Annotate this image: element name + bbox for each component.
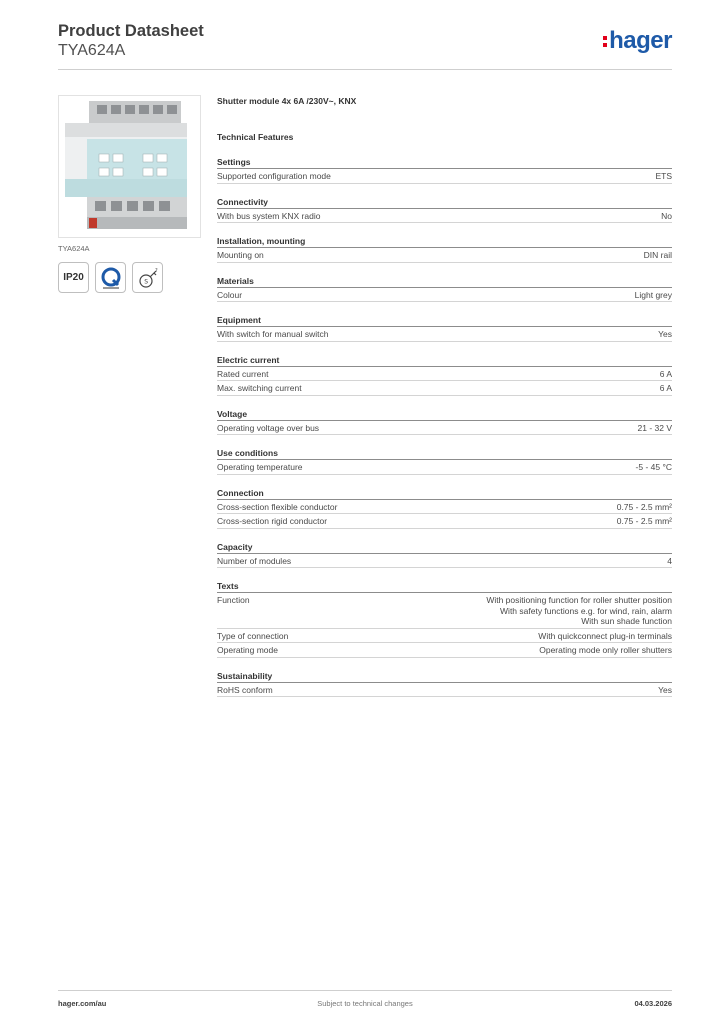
technical-spec-table [217,96,672,710]
spec-row [217,288,672,303]
spec-row [217,629,672,644]
spec-group [217,315,672,342]
spec-row [217,381,672,396]
spec-row [217,421,672,436]
product-image [58,95,201,238]
certification-badges [58,262,163,293]
spec-row-label: Max. switching current [217,383,302,393]
spec-row-value: Yes [658,329,672,339]
spec-row-value: With positioning function for roller shutter position With safety functions e.g. for wind, rain, alarm With sun shade function [486,595,672,626]
spec-group-title: Connection [217,488,672,500]
spec-group [217,409,672,436]
spec-row-label: Operating temperature [217,462,303,472]
spec-group-title: Connectivity [217,197,672,209]
spec-row [217,683,672,698]
key-lock-icon [132,262,163,293]
spec-row-label: Mounting on [217,250,264,260]
spec-group [217,276,672,303]
spec-group [217,157,672,184]
logo-colon-icon [603,36,607,47]
footer-date: 04.03.2026 [634,999,672,1008]
spec-row [217,554,672,569]
spec-group-title: Settings [217,157,672,169]
svg-text:S: S [143,278,148,285]
spec-row-value: Light grey [634,289,672,300]
spec-row [217,500,672,515]
spec-row-value: Yes [658,684,672,695]
spec-group [217,488,672,529]
image-caption: TYA624A [58,244,90,253]
svg-text:?: ? [154,267,158,274]
spec-group-title: Sustainability [217,671,672,683]
din-rail-module-icon [59,96,200,237]
spec-row [217,327,672,342]
spec-row-label: Cross-section rigid conductor [217,516,328,526]
spec-row-value: 0.75 - 2.5 mm² [616,501,672,512]
spec-group [217,448,672,475]
spec-row-label: RoHS conform [217,684,273,695]
spec-row-value: 21 - 32 V [637,422,672,433]
spec-row [217,169,672,184]
spec-row-label: With switch for manual switch [217,329,329,339]
spec-row-label: Operating mode [217,645,278,655]
spec-group-title: Installation, mounting [217,236,672,248]
spec-row-value: 0.75 - 2.5 mm² [616,516,672,526]
spec-group [217,671,672,698]
spec-row [217,209,672,224]
hager-logo[interactable] [603,28,672,54]
spec-group [217,197,672,224]
spec-group-title: Capacity [217,542,672,554]
footer-notice: Subject to technical changes [317,999,413,1008]
ip20-badge [58,262,89,293]
spec-row-value: 6 A [659,383,672,393]
spec-row-value: With quickconnect plug-in terminals [538,630,672,641]
spec-group [217,236,672,263]
logo-wordmark: hager [609,27,672,54]
spec-group-title: Equipment [217,315,672,327]
spec-row-label: Rated current [217,368,269,379]
footer-website[interactable]: hager.com/au [58,999,107,1008]
spec-group [217,581,672,658]
spec-row-label: Number of modules [217,555,292,566]
spec-row-label: Function [217,595,250,605]
spec-group [217,542,672,569]
product-description: Shutter module 4x 6A /230V~, KNX [217,96,357,106]
spec-row [217,460,672,475]
spec-row-label: Cross-section flexible conductor [217,501,338,512]
spec-row-value: 6 A [659,368,672,379]
spec-row-value: ETS [655,171,672,181]
ip-rating-text: IP20 [63,272,84,283]
page-footer [58,990,672,1010]
spec-row-value: No [661,210,672,221]
document-title: Product Datasheet [58,22,204,40]
product-reference: TYA624A [58,42,126,59]
spec-group-title: Use conditions [217,448,672,460]
spec-group-title: Texts [217,581,672,593]
spec-row-label: With bus system KNX radio [217,210,321,221]
spec-row-value: DIN rail [643,250,672,260]
section-heading: Technical Features [217,132,294,142]
spec-row [217,248,672,263]
spec-row [217,514,672,529]
spec-group-title: Voltage [217,409,672,421]
spec-row [217,593,672,629]
spec-row-value: 4 [667,555,672,566]
spec-row [217,367,672,382]
page-header [58,22,672,70]
spec-group-title: Materials [217,276,672,288]
spec-group [217,355,672,396]
spec-group-title: Electric current [217,355,672,367]
spec-row-label: Supported configuration mode [217,171,331,181]
spec-row-value: -5 - 45 °C [635,462,672,472]
spec-row [217,643,672,658]
spec-row-label: Type of connection [217,630,289,641]
spec-groups [217,157,672,697]
spec-row-label: Colour [217,289,243,300]
spec-row-label: Operating voltage over bus [217,422,320,433]
quicklink-logo-icon [95,262,126,293]
spec-row-value: Operating mode only roller shutters [539,645,672,655]
